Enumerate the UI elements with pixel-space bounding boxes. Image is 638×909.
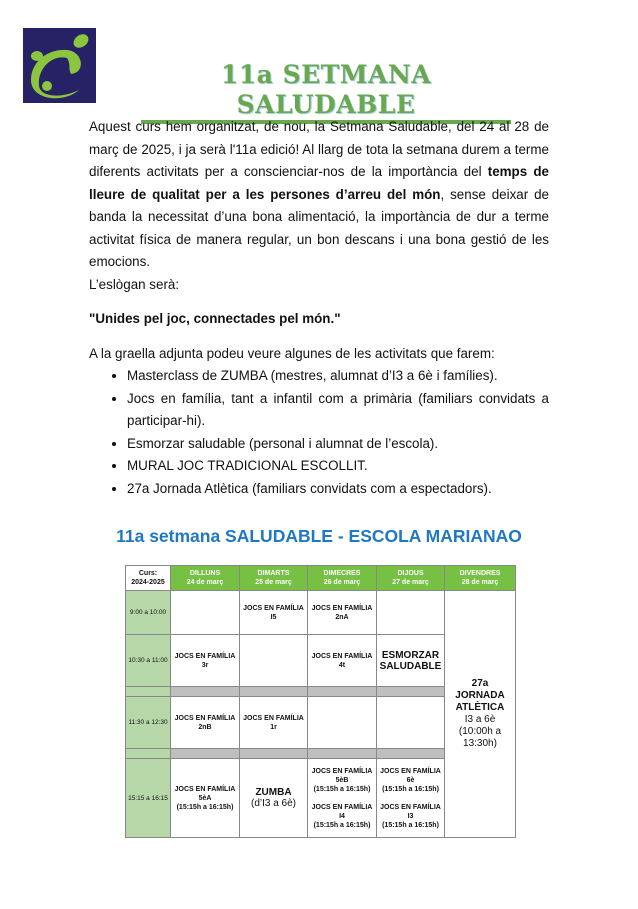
- list-item: • Jocs en família, tant a infantil com a primària (familiars convidats a participar-hi).: [127, 388, 549, 433]
- day-header: DILLUNS 24 de març: [171, 566, 240, 591]
- day-header: DIJOUS 27 de març: [377, 566, 445, 591]
- cell: ESMORZAR SALUDABLE: [377, 635, 445, 687]
- cell: JOCS EN FAMÍLIA 1r: [240, 697, 308, 749]
- cell: [308, 697, 377, 749]
- text: Aquest curs hem organitzat, de nou, la Setmana Saludable, del 24 al 28 de març de 2025, i ja serà l'11a edició! Al llarg de tota la setmana durem a terme diferents activitats per a conscienciar-nos de la importància del: [89, 119, 549, 179]
- cell: [240, 635, 308, 687]
- schedule-table: [125, 565, 516, 838]
- cell: JOCS EN FAMÍLIA I5: [240, 591, 308, 635]
- cell: JOCS EN FAMÍLIA 5èB (15:15h a 16:15h) JOCS EN FAMÍLIA I4 (15:15h a 16:15h): [308, 759, 377, 838]
- list-item: • MURAL JOC TRADICIONAL ESCOLLIT.: [127, 455, 549, 478]
- cell: ZUMBA (d’I3 a 6è): [240, 759, 308, 838]
- cell: JOCS EN FAMÍLIA 5èA (15:15h a 16:15h): [171, 759, 240, 838]
- cell: JOCS EN FAMÍLIA 2nA: [308, 591, 377, 635]
- intro-text: [89, 116, 549, 500]
- cell: JOCS EN FAMÍLIA 2nB: [171, 697, 240, 749]
- list-item: • 27a Jornada Atlètica (familiars convidats com a espectadors).: [127, 478, 549, 501]
- time-slot-break: [126, 687, 171, 697]
- school-logo: [23, 28, 96, 103]
- break-cell: [377, 687, 445, 697]
- time-slot: 10:30 a 11:00: [126, 635, 171, 687]
- slogan: "Unides pel joc, connectades pel món.": [89, 311, 341, 326]
- intro-paragraph: [89, 116, 549, 274]
- text: , sense deixar de banda la necessitat d’una bona alimentació, la importància de dur a terme activitat física de manera regular, un bon descans i una bona gestió de les emocions.: [89, 186, 549, 269]
- cell: [377, 591, 445, 635]
- page-title: 11a SETMANA SALUDABLE: [141, 60, 511, 124]
- cell: JOCS EN FAMÍLIA 6è (15:15h a 16:15h) JOCS EN FAMÍLIA I3 (15:15h a 16:15h): [377, 759, 445, 838]
- curs-header: Curs: 2024-2025: [126, 566, 171, 591]
- cell: JOCS EN FAMÍLIA 3r: [171, 635, 240, 687]
- slogan-intro: L’eslògan serà:: [89, 276, 180, 292]
- cell: JOCS EN FAMÍLIA 4t: [308, 635, 377, 687]
- day-header: DIMARTS 25 de març: [240, 566, 308, 591]
- activities-list: [89, 365, 549, 500]
- list-item: • Esmorzar saludable (personal i alumnat de l’escola).: [127, 433, 549, 456]
- break-cell: [377, 749, 445, 759]
- time-slot: 11:30 a 12:30: [126, 697, 171, 749]
- break-cell: [308, 687, 377, 697]
- friday-event: 27a JORNADA ATLÈTICA I3 a 6è (10:00h a 13:30h): [445, 591, 516, 838]
- activities-intro: A la graella adjunta podeu veure algunes de les activitats que farem:: [89, 345, 495, 361]
- cell: [377, 697, 445, 749]
- schedule-title: 11a setmana SALUDABLE - ESCOLA MARIANAO: [116, 526, 522, 546]
- break-cell: [240, 687, 308, 697]
- break-cell: [308, 749, 377, 759]
- break-cell: [240, 749, 308, 759]
- break-cell: [171, 687, 240, 697]
- time-slot: 9:00 a 10:00: [126, 591, 171, 635]
- day-header: DIVENDRES 28 de març: [445, 566, 516, 591]
- bold-text: temps de lleure de qualitat per a les persones d’arreu del món: [89, 164, 549, 202]
- day-header: DIMECRES 26 de març: [308, 566, 377, 591]
- cell: [171, 591, 240, 635]
- time-slot-break: [126, 749, 171, 759]
- time-slot: 15:15 a 16:15: [126, 759, 171, 838]
- break-cell: [171, 749, 240, 759]
- list-item: • Masterclass de ZUMBA (mestres, alumnat d’I3 a 6è i famílies).: [127, 365, 549, 388]
